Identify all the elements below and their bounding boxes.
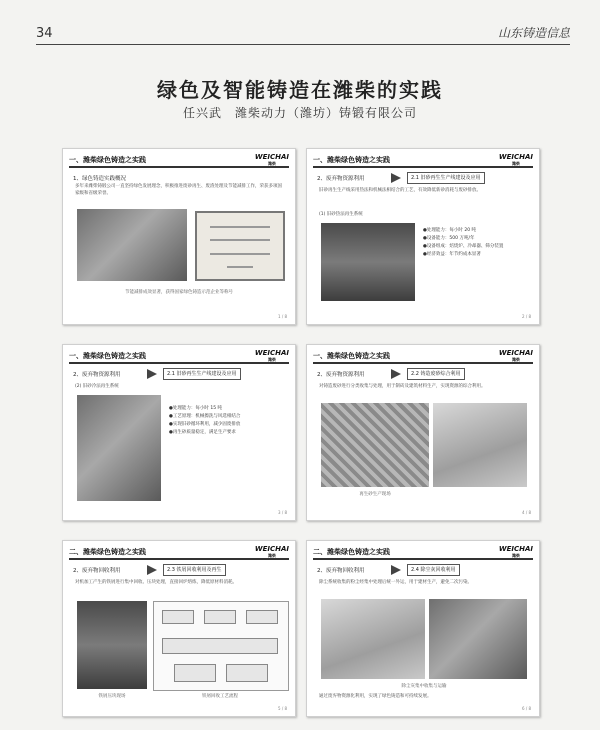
slide-caption: 再生砂生产现场 (359, 492, 391, 497)
slide-subtitle: 2、废弃物回收利用 (73, 568, 121, 574)
arrow-right-icon (391, 565, 401, 575)
weichai-logo: WEICHAI 潍柴 (254, 545, 289, 558)
slide-section: 一、潍柴绿色铸造之实践 (69, 156, 146, 164)
slide-3 (62, 344, 296, 521)
slide-footer: 3 / 8 (278, 510, 287, 515)
slide-rule (313, 362, 533, 364)
slide-rule (69, 558, 289, 560)
header-rule (36, 44, 570, 45)
dust-collection-photo (429, 599, 527, 679)
slide-bullets: ●处理能力：每小时 20 吨 ●设备能力：500 万吨/年 ●设备组成：焙烧炉、冷却器、筛分装置 ●经济效益：年节约成本显著 (423, 228, 504, 257)
arrow-right-icon (391, 173, 401, 183)
journal-name: 山东铸造信息 (497, 26, 570, 40)
slide-2 (306, 148, 540, 325)
slide-rule (313, 166, 533, 168)
certificate-image (195, 211, 285, 281)
weichai-logo: WEICHAI 潍柴 (498, 545, 533, 558)
sand-regeneration-photo (321, 223, 415, 301)
slide-caption-left: 铁屑压块现场 (98, 694, 126, 699)
slide-section: 二、潍柴绿色铸造之实践 (313, 548, 390, 556)
slide-subtitle: 2、废弃物回收利用 (317, 568, 365, 574)
slide-subtitle: 2、废弃物资源利用 (317, 372, 365, 378)
castings-photo (433, 403, 527, 487)
slide-body: 旧砂再生生产线采用热法和机械法相结合的工艺，有效降低新砂消耗与废砂排放。 (319, 188, 481, 193)
slide-caption: 节能减排成效显著，获得国家绿色铸造示范企业等称号 (125, 290, 233, 295)
slide-rule (69, 362, 289, 364)
slide-body: 除尘系统收集的粉尘经集中处理后统一外运，用于建材生产，避免二次污染。 (319, 580, 472, 585)
slide-4 (306, 344, 540, 521)
equipment-photo (77, 395, 161, 501)
weichai-logo: WEICHAI 潍柴 (498, 349, 533, 362)
slide-rule (313, 558, 533, 560)
slide-label: (2) 旧砂冷法再生系统 (75, 384, 119, 389)
slide-tag: 2.3 铁屑回收利用及再生 (163, 564, 226, 576)
slide-footer: 4 / 8 (522, 510, 531, 515)
arrow-right-icon (147, 369, 157, 379)
slide-rule (69, 166, 289, 168)
slide-tag: 2.1 旧砂再生生产线建设及应用 (163, 368, 241, 380)
weichai-logo: WEICHAI 潍柴 (254, 349, 289, 362)
slide-body: 多年来潍柴铸锻公司一直坚持绿色发展理念，积极推进废砂再生、废渣处理及节能减排工作，荣获多项国家级和省级荣誉。 (75, 184, 282, 196)
slide-tag: 2.2 铸造废砂综合利用 (407, 368, 465, 380)
slide-footer: 1 / 8 (278, 314, 287, 319)
slide-caption-right: 铁屑回收工艺流程 (202, 694, 238, 699)
slide-footer: 2 / 8 (522, 314, 531, 319)
slide-subtitle: 2、废弃物资源利用 (73, 372, 121, 378)
slide-subtitle: 1、绿色铸造实践概况 (73, 176, 126, 182)
slide-footer: 5 / 8 (278, 706, 287, 711)
slide-1 (62, 148, 296, 325)
slide-label: (1) 旧砂热法再生系统 (319, 212, 363, 217)
arrow-right-icon (147, 565, 157, 575)
dust-truck-photo (321, 599, 425, 679)
slide-6 (306, 540, 540, 717)
slide-footer: 6 / 8 (522, 706, 531, 711)
process-diagram (153, 601, 289, 691)
weichai-logo: WEICHAI 潍柴 (254, 153, 289, 166)
article-authors: 任兴武 潍柴动力（潍坊）铸锻有限公司 (182, 106, 417, 120)
factory-photo (77, 209, 187, 281)
slide-body: 对铸造废砂进行分类收集与处理，用于制砖及建筑材料生产，实现资源的综合利用。 (319, 384, 486, 389)
slide-tag: 2.1 旧砂再生生产线建设及应用 (407, 172, 485, 184)
slide-bullets: ●处理能力：每小时 15 吨 ●工艺原理：机械擦洗与风选相结合 ●实现旧砂循环利用，减少固废排放 ●再生砂质量稳定，满足生产要求 (169, 406, 241, 435)
article-title: 绿色及智能铸造在潍柴的实践 (157, 78, 443, 102)
slide-body: 对机加工产生的铁屑进行集中回收、压块处理，直接回炉熔炼，降低原材料消耗。 (75, 580, 237, 585)
arrow-right-icon (391, 369, 401, 379)
slide-section: 一、潍柴绿色铸造之实践 (69, 352, 146, 360)
slide-section: 二、潍柴绿色铸造之实践 (69, 548, 146, 556)
slide-section: 一、潍柴绿色铸造之实践 (313, 352, 390, 360)
slide-body-2: 通过废弃物资源化利用，实现了绿色铸造和可持续发展。 (319, 694, 432, 699)
iron-chips-photo (77, 601, 147, 689)
weichai-logo: WEICHAI 潍柴 (498, 153, 533, 166)
slide-caption: 除尘灰集中收集与运输 (401, 684, 447, 689)
slide-5 (62, 540, 296, 717)
slide-tag: 2.4 除尘灰回收利用 (407, 564, 460, 576)
slide-section: 一、潍柴绿色铸造之实践 (313, 156, 390, 164)
slide-subtitle: 2、废弃物资源利用 (317, 176, 365, 182)
sand-molds-photo (321, 403, 429, 487)
page-number: 34 (36, 26, 53, 41)
